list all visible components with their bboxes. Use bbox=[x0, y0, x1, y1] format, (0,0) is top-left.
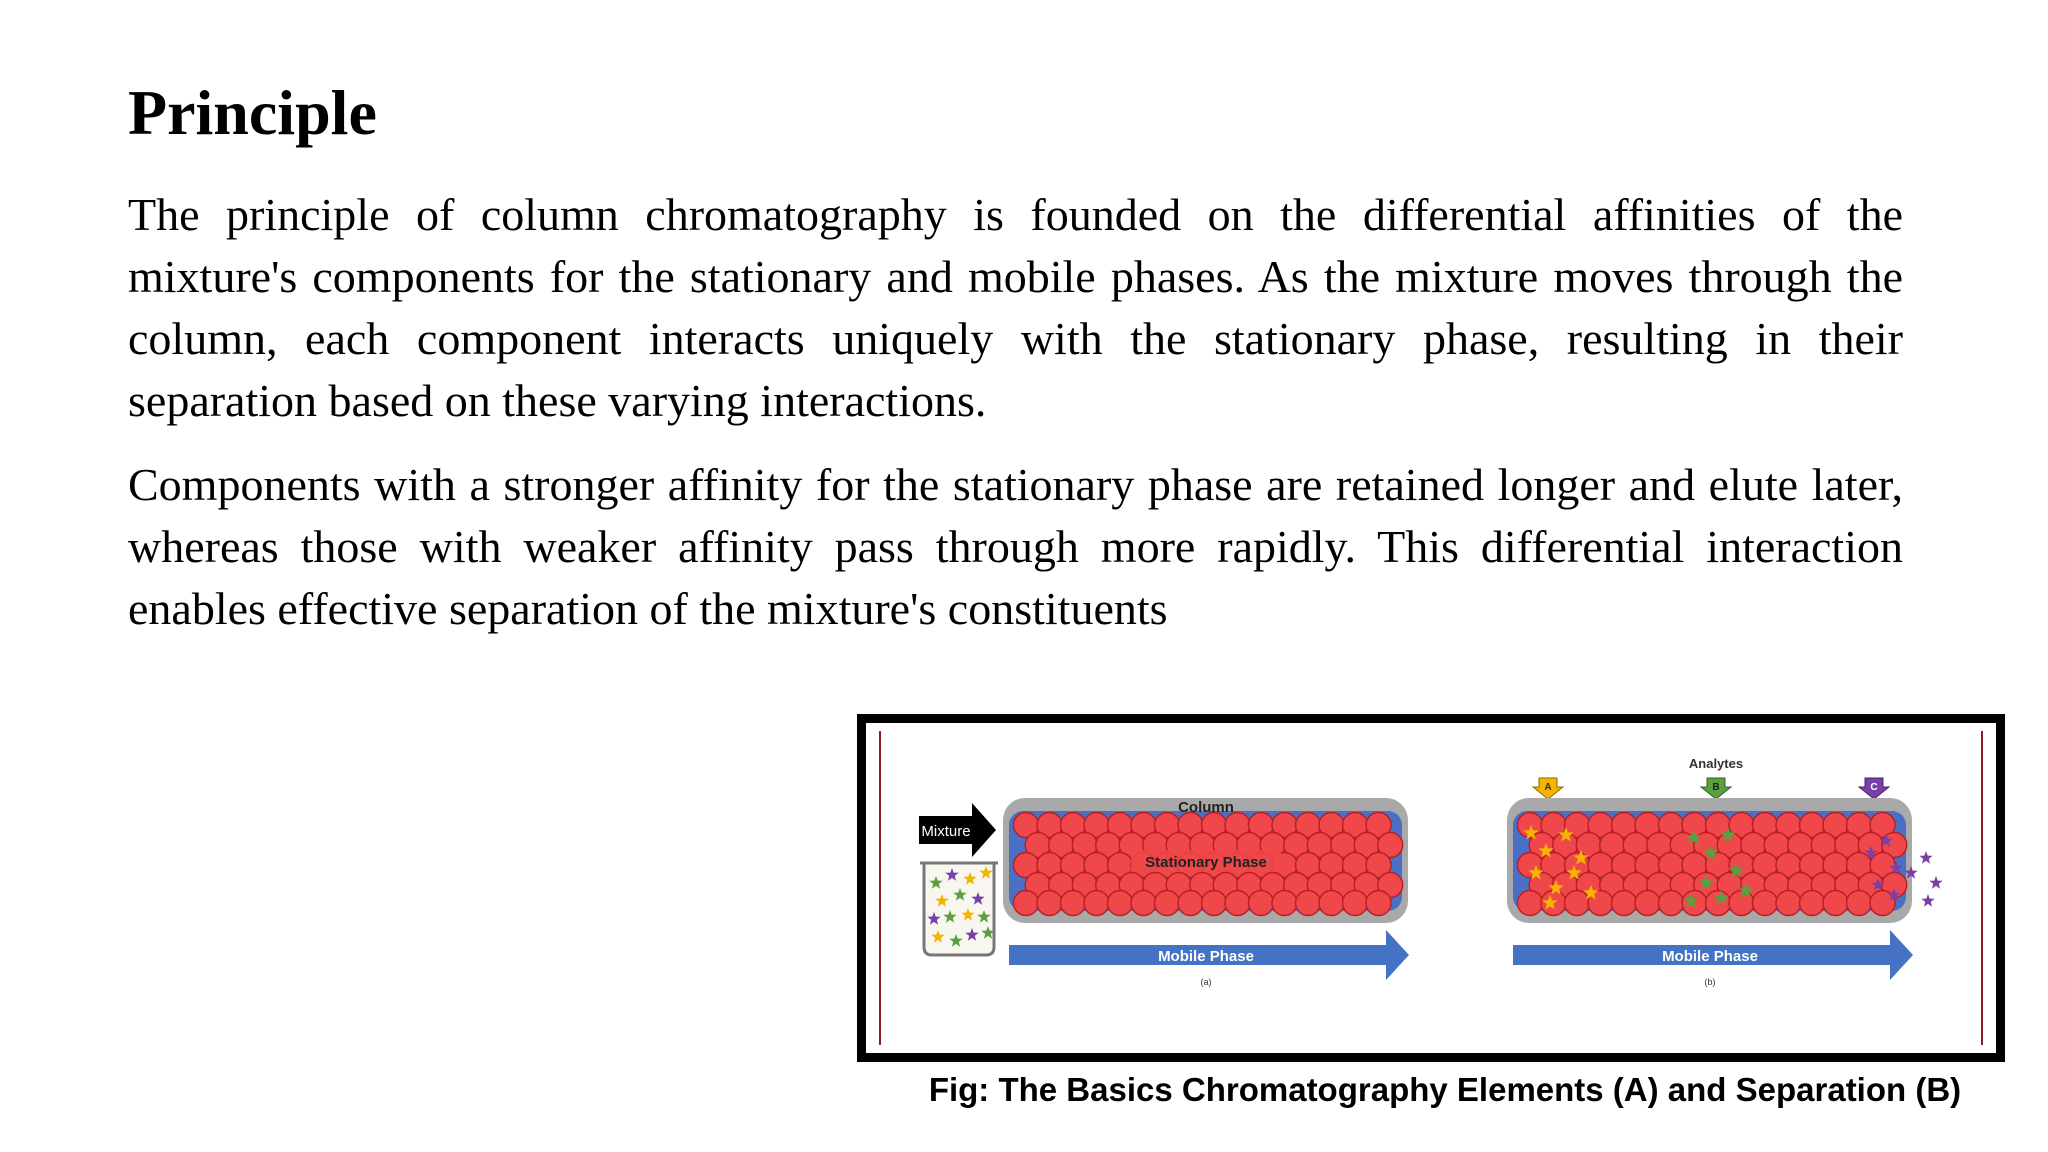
stationary-bead bbox=[1366, 891, 1391, 916]
column-label: Column bbox=[1178, 799, 1234, 816]
stationary-bead bbox=[1565, 891, 1590, 916]
stationary-bead bbox=[1202, 891, 1227, 916]
analytes-label: Analytes bbox=[1688, 756, 1744, 771]
stationary-bead bbox=[1776, 891, 1801, 916]
stationary-bead bbox=[1659, 891, 1684, 916]
stationary-bead bbox=[1682, 891, 1707, 916]
mobile-phase-label-a: Mobile Phase bbox=[1158, 948, 1254, 965]
stationary-bead bbox=[1518, 891, 1543, 916]
stationary-bead bbox=[1612, 891, 1637, 916]
figure-caption: Fig: The Basics Chromatography Elements (A) and Separation (B) bbox=[928, 1071, 1962, 1108]
panel-b-label: (b) bbox=[1704, 977, 1716, 987]
stationary-phase-label: Stationary Phase bbox=[1145, 854, 1267, 871]
stationary-bead bbox=[1084, 891, 1109, 916]
stationary-bead bbox=[1729, 891, 1754, 916]
column-b bbox=[1507, 798, 1943, 923]
stationary-bead bbox=[1847, 891, 1872, 916]
purple-star-icon bbox=[1929, 876, 1942, 889]
stationary-bead bbox=[1155, 891, 1180, 916]
stationary-bead bbox=[1319, 891, 1344, 916]
stationary-bead bbox=[1249, 891, 1274, 916]
stationary-bead bbox=[1014, 891, 1039, 916]
principle-paragraph-2: Components with a stronger affinity for the stationary phase are retained longer and elute later, whereas those with weaker affinity pass through more rapidly. This differential interaction enables effective separation of the mixture's constituents bbox=[128, 459, 1903, 634]
svg-text:A: A bbox=[1544, 782, 1552, 793]
svg-text:C: C bbox=[1870, 782, 1878, 793]
analyte-a-marker bbox=[1533, 778, 1563, 799]
stationary-bead bbox=[1037, 891, 1062, 916]
column-a bbox=[1003, 798, 1408, 923]
stationary-bead bbox=[1800, 891, 1825, 916]
slide-title: Principle bbox=[128, 77, 377, 148]
purple-star-icon bbox=[1921, 894, 1934, 907]
stationary-beads-b bbox=[1518, 813, 1907, 916]
svg-text:B: B bbox=[1712, 782, 1720, 793]
mixture-beaker-icon bbox=[920, 863, 998, 955]
panel-a-label: (a) bbox=[1200, 977, 1212, 987]
principle-paragraph-1: The principle of column chromatography is founded on the differential affinities of the mixture's components for the stationary and mobile phases. As the mixture moves through the column, each component interacts uniquely with the stationary phase, resulting in their separation based on these varying interactions. bbox=[128, 189, 1903, 426]
stationary-bead bbox=[1178, 891, 1203, 916]
purple-star-icon bbox=[1919, 851, 1932, 864]
stationary-bead bbox=[1272, 891, 1297, 916]
stationary-bead bbox=[1108, 891, 1133, 916]
stationary-bead bbox=[1296, 891, 1321, 916]
stationary-bead bbox=[1225, 891, 1250, 916]
stationary-bead bbox=[1823, 891, 1848, 916]
analyte-b-marker bbox=[1701, 778, 1731, 799]
analyte-c-marker bbox=[1859, 778, 1889, 799]
stationary-bead bbox=[1635, 891, 1660, 916]
chromatography-figure bbox=[857, 714, 2005, 1062]
stationary-bead bbox=[1343, 891, 1368, 916]
chromatography-diagram bbox=[866, 723, 1996, 1053]
stationary-bead bbox=[1753, 891, 1778, 916]
stationary-bead bbox=[1061, 891, 1086, 916]
mixture-label: Mixture bbox=[921, 823, 971, 840]
stationary-bead bbox=[1131, 891, 1156, 916]
mobile-phase-label-b: Mobile Phase bbox=[1662, 948, 1758, 965]
